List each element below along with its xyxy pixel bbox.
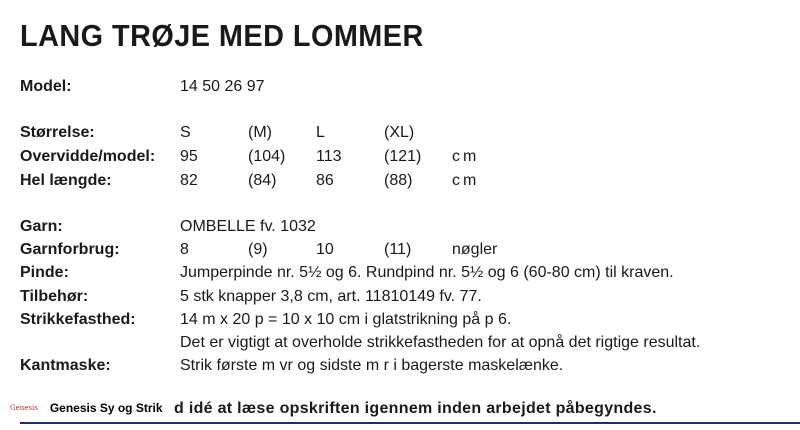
yarn-usage-xl: (11) [384,241,412,258]
edge-value: Strik første m vr og sidste m r i bagerste maskelænke. [180,357,564,374]
gauge-label: Strikkefasthed: [20,311,136,328]
model-label: Model: [20,78,72,95]
footer-divider [20,422,800,424]
genesis-logo-icon: Genesis [10,404,38,412]
size-s: S [180,124,191,141]
width-s: 95 [180,148,198,165]
size-m: (M) [248,124,272,141]
width-unit: cm [452,148,480,165]
size-xl: (XL) [384,124,415,141]
length-xl: (88) [384,172,413,189]
width-m: (104) [248,148,286,165]
gauge-note: Det er vigtigt at overholde strikkefastheden for at opnå det rigtige resultat. [180,334,701,351]
read-instructions-notice: d idé at læse opskriften igennem inden arbejdet påbegyndes. [174,400,657,417]
edge-label: Kantmaske: [20,357,111,374]
length-m: (84) [248,172,277,189]
length-label: Hel længde: [20,172,112,189]
width-l: 113 [316,148,342,165]
length-unit: cm [452,172,480,189]
size-label: Størrelse: [20,124,95,141]
length-l: 86 [316,172,334,189]
length-s: 82 [180,172,198,189]
yarn-value: OMBELLE fv. 1032 [180,218,316,235]
width-xl: (121) [384,148,422,165]
accessories-label: Tilbehør: [20,288,89,305]
yarn-usage-unit: nøgler [452,241,498,258]
width-label: Overvidde/model: [20,148,156,165]
gauge-value: 14 m x 20 p = 10 x 10 cm i glatstrikning på p 6. [180,311,512,328]
needles-value: Jumperpinde nr. 5½ og 6. Rundpind nr. 5½ og 6 (60-80 cm) til kraven. [180,264,674,281]
yarn-usage-m: (9) [248,241,268,258]
size-l: L [316,124,325,141]
page-title: LANG TRØJE MED LOMMER [20,18,424,53]
yarn-usage-l: 10 [316,241,334,258]
watermark-text: Genesis Sy og Strik [49,401,163,415]
yarn-label: Garn: [20,218,63,235]
watermark-stamp [0,397,172,419]
yarn-usage-label: Garnforbrug: [20,241,120,258]
accessories-value: 5 stk knapper 3,8 cm, art. 11810149 fv. 77. [180,288,482,305]
model-value: 14 50 26 97 [180,78,265,95]
yarn-usage-s: 8 [180,241,189,258]
needles-label: Pinde: [20,264,69,281]
